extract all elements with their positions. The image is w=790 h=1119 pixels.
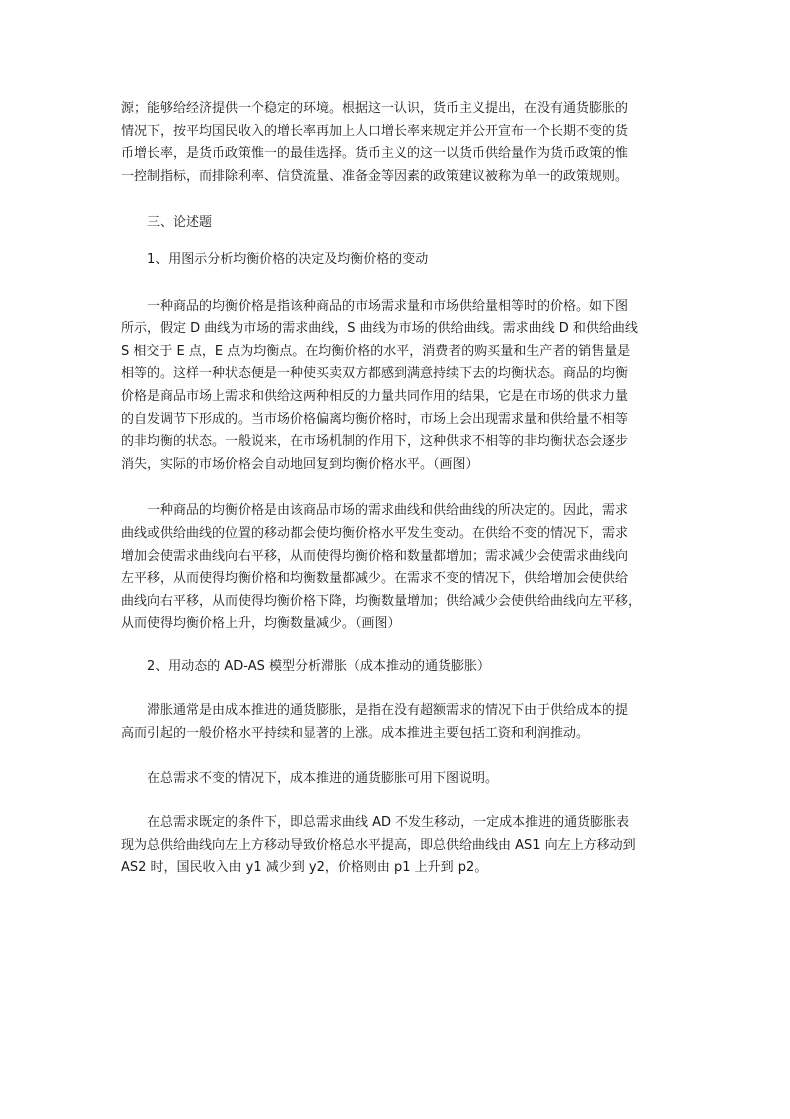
q1-paragraph-1: [121, 296, 673, 477]
text-line: 源；能够给经济提供一个稳定的环境。根据这一认识，货币主义提出，在没有通货膨胀的: [121, 101, 629, 116]
text-line: 在总需求既定的条件下，即总需求曲线 AD 不发生移动，一定成本推进的通货膨胀表: [147, 815, 630, 831]
q2-paragraph-1: [121, 700, 673, 745]
text-line: 相等的。这样一种状态便是一种使买卖双方都感到满意持续下去的均衡状态。商品的均衡: [121, 366, 629, 382]
text-line: 一种商品的均衡价格是指该种商品的市场需求量和市场供给量相等时的价格。如下图: [147, 298, 629, 314]
text-line: 高而引起的一般价格水平持续和显著的上涨。成本推进主要包括工资和利润推动。: [121, 726, 590, 742]
q1-paragraph-2: [121, 500, 673, 636]
text-line: 价格是商品市场上需求和供给这两种相反的力量共同作用的结果，它是在市场的供求力量: [121, 388, 629, 404]
q2-paragraph-2: [121, 768, 673, 791]
question2-title: 2、用动态的 AD-AS 模型分析滞胀（成本推动的通货膨胀）: [147, 658, 490, 674]
section-heading: 三、论述题: [147, 215, 213, 231]
text-line: 在总需求不变的情况下，成本推进的通货膨胀可用下图说明。: [147, 770, 499, 786]
text-line: 一种商品的均衡价格是由该商品市场的需求曲线和供给曲线的所决定的。因此，需求: [147, 503, 629, 519]
text-line: 消失，实际的市场价格会自动地回复到均衡价格水平。（画图）: [121, 456, 479, 472]
question1-title: 1、用图示分析均衡价格的决定及均衡价格的变动: [147, 251, 429, 267]
text-line: 情况下，按平均国民收入的增长率再加上人口增长率来规定并公开宣布一个长期不变的货: [121, 123, 629, 139]
text-line: 现为总供给曲线向左上方移动导致价格总水平提高，即总供给曲线由 AS1 向左上方移动到: [121, 837, 636, 853]
text-line: 的自发调节下形成的。当市场价格偏离均衡价格时，市场上会出现需求量和供给量不相等: [121, 411, 629, 427]
text-line: 曲线或供给曲线的位置的移动都会使均衡价格水平发生变动。在供给不变的情况下，需求: [121, 525, 629, 541]
text-line: 所示，假定 D 曲线为市场的需求曲线，S 曲线为市场的供给曲线。需求曲线 D 和供给曲线: [121, 321, 638, 337]
text-line: 的非均衡的状态。一般说来，在市场机制的作用下，这种供求不相等的非均衡状态会逐步: [121, 434, 629, 450]
text-line: S 相交于 E 点，E 点为均衡点。在均衡价格的水平，消费者的购买量和生产者的销售量是: [121, 343, 631, 359]
text-line: 从而使得均衡价格上升，均衡数量减少。（画图）: [121, 616, 401, 632]
text-line: AS2 时，国民收入由 y1 减少到 y2，价格则由 p1 上升到 p2。: [121, 860, 488, 876]
text-line: 滞胀通常是由成本推进的通货膨胀，是指在没有超额需求的情况下由于供给成本的提: [147, 703, 629, 719]
text-line: 曲线向右平移，从而使得均衡价格下降，均衡数量增加；供给减少会使供给曲线向左平移，: [121, 593, 642, 609]
intro-paragraph: [121, 98, 673, 188]
text-line: 一控制指标，而排除利率、信贷流量、准备金等因素的政策建议被称为单一的政策规则。: [121, 168, 629, 184]
document-page: [121, 98, 673, 894]
q2-paragraph-3: [121, 812, 673, 880]
text-line: 币增长率，是货币政策惟一的最佳选择。货币主义的这一以货币供给量作为货币政策的惟: [121, 146, 629, 162]
text-line: 左平移，从而使得均衡价格和均衡数量都减少。在需求不变的情况下，供给增加会使供给: [121, 571, 629, 587]
text-line: 增加会使需求曲线向右平移，从而使得均衡价格和数量都增加；需求减少会使需求曲线向: [121, 548, 629, 564]
